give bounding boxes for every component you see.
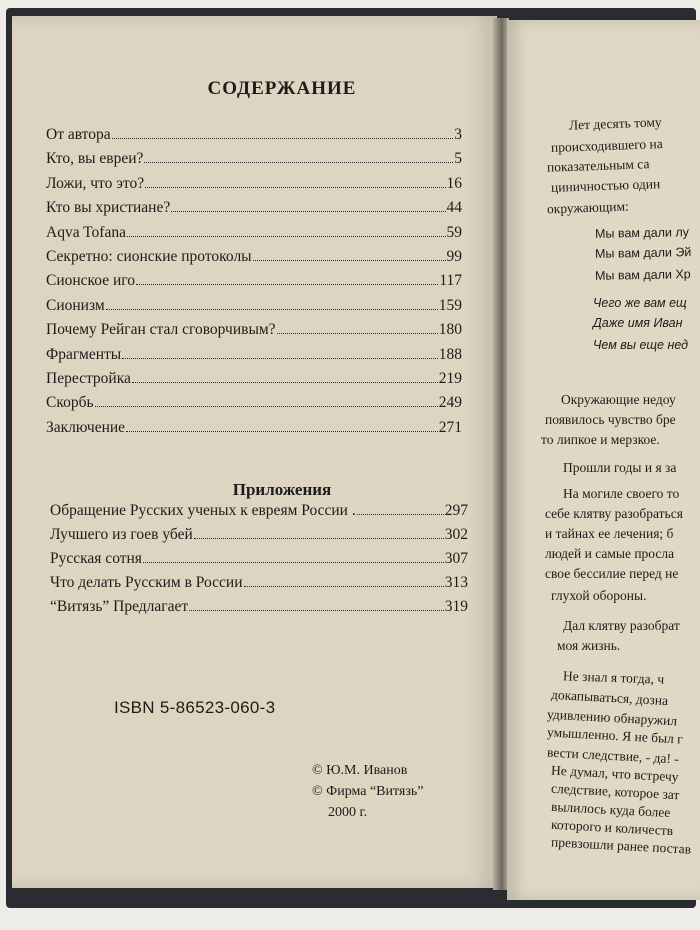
toc-entry — [46, 272, 462, 296]
text-line: происходившего на — [550, 136, 663, 155]
copyright-author: © Ю.М. Иванов — [312, 763, 408, 778]
toc-leader-dots — [171, 202, 445, 212]
toc-entry — [50, 550, 468, 574]
toc-entry-page: 297 — [444, 502, 468, 519]
left-page — [12, 16, 497, 888]
toc-entry — [46, 297, 462, 321]
toc-leader-dots — [244, 577, 444, 587]
text-line: Мы вам дали Хр — [594, 267, 691, 283]
toc-entry-label: Русская сотня — [50, 550, 142, 567]
toc-title: СОДЕРЖАНИЕ — [207, 78, 357, 99]
text-line: Мы вам дали лу — [594, 225, 690, 241]
toc-entry-label: Aqva Tofana — [46, 223, 126, 241]
appendix-list — [50, 502, 468, 622]
toc-leader-dots — [189, 601, 444, 611]
toc-entry — [46, 419, 462, 443]
text-line: умышленно. Я не был г — [546, 724, 684, 747]
toc-entry — [50, 526, 468, 550]
toc-entry-page: 307 — [444, 550, 468, 567]
text-line: Чем вы еще нед — [593, 338, 689, 352]
toc-leader-dots — [126, 421, 438, 431]
right-page — [507, 20, 700, 900]
text-line: Лет десять тому — [568, 114, 662, 133]
toc-entry-page: 249 — [438, 394, 462, 412]
toc-entry-page: 319 — [444, 598, 468, 615]
toc-entry-page: 117 — [439, 272, 462, 290]
text-line: себе клятву разобраться — [545, 506, 683, 521]
toc-entry-page: 99 — [446, 247, 462, 265]
toc-leader-dots — [132, 373, 438, 383]
toc-entry-page: 16 — [446, 174, 462, 192]
toc-entry-label: Сионское иго — [46, 272, 136, 290]
text-line: Прошли годы и я за — [563, 460, 677, 475]
text-line: появилось чувство бре — [545, 412, 676, 427]
text-line: Чего же вам ещ — [593, 296, 687, 310]
toc-entry-label: Что делать Русским в России — [50, 574, 243, 591]
toc-entry-label: Кто, вы евреи? — [46, 150, 144, 168]
toc-entry — [46, 346, 462, 370]
toc-entry-label: От автора — [46, 126, 111, 143]
toc-entry-page: 302 — [444, 526, 468, 543]
toc-leader-dots — [144, 153, 453, 163]
appendix-title: Приложения — [232, 480, 332, 499]
text-line: Мы вам дали Эй — [594, 245, 692, 261]
text-line: моя жизнь. — [557, 638, 621, 653]
toc-leader-dots — [143, 553, 444, 563]
text-line: удивлению обнаружил — [546, 706, 678, 729]
toc-entry — [46, 199, 462, 223]
toc-leader-dots — [122, 348, 438, 358]
text-line: Дал клятву разобрат — [563, 618, 680, 633]
toc-entry-label: Фрагменты — [46, 345, 122, 363]
toc-entry — [46, 175, 462, 199]
text-line: людей и самые просла — [545, 546, 675, 561]
toc-entry-label: Кто вы христиане? — [46, 199, 171, 217]
toc-leader-dots — [127, 226, 446, 236]
text-line: Окружающие недоу — [561, 392, 676, 407]
text-line: циничностью один — [550, 176, 661, 195]
toc-leader-dots — [194, 529, 444, 539]
toc-entry-page: 5 — [454, 150, 462, 168]
text-line: окружающим: — [546, 198, 630, 217]
toc-entry — [46, 321, 462, 345]
text-line: Даже имя Иван — [593, 316, 683, 330]
toc-leader-dots — [106, 299, 438, 309]
toc-entry — [46, 150, 462, 174]
toc-entry — [50, 598, 468, 622]
toc-entry-page: 159 — [438, 296, 462, 314]
toc-entry — [50, 574, 468, 598]
toc-leader-dots — [112, 129, 454, 139]
toc-entry — [46, 126, 462, 150]
toc-entry — [46, 394, 462, 418]
toc-entry-label: Секретно: сионские протоколы — [46, 247, 252, 265]
toc-entry-label: Лучшего из гоев убей — [50, 526, 193, 543]
toc-entry-label: Обращение Русских ученых к евреям России . — [50, 502, 356, 519]
toc-entry-label: Скорбь — [46, 394, 94, 412]
toc-entry-page: 59 — [446, 223, 462, 241]
text-line: глухой обороны. — [551, 588, 647, 603]
text-line: Не думал, что встречу — [550, 762, 679, 785]
toc-entry-page: 44 — [446, 199, 462, 217]
toc-entry-page: 271 — [438, 418, 462, 436]
text-line: следствие, которое зат — [550, 780, 680, 803]
toc-entry — [50, 502, 468, 526]
text-line: которого и количеств — [550, 816, 674, 839]
toc-entry-page: 180 — [438, 321, 462, 339]
copyright-publisher: © Фирма “Витязь” — [312, 784, 424, 799]
copyright-year: 2000 г. — [328, 805, 368, 820]
toc-leader-dots — [357, 505, 444, 515]
toc-entry-page: 3 — [454, 126, 462, 143]
toc-entry-page: 188 — [438, 345, 462, 363]
text-line: то липкое и мерзкое. — [541, 432, 660, 447]
isbn: ISBN 5-86523-060-3 — [114, 698, 276, 717]
toc-leader-dots — [277, 324, 438, 334]
toc-entry-label: Почему Рейган стал сговорчивым? — [46, 321, 276, 339]
text-line: На могиле своего то — [563, 486, 680, 501]
toc-entry-page: 313 — [444, 574, 468, 591]
toc-entry — [46, 370, 462, 394]
toc-entry — [46, 248, 462, 272]
text-line: превзошли ранее постав — [550, 834, 692, 857]
toc-entry — [46, 224, 462, 248]
toc-entry-label: Ложи, что это? — [46, 174, 145, 192]
toc-leader-dots — [95, 397, 438, 407]
text-line: Не знал я тогда, ч — [562, 668, 665, 687]
copyright-block — [312, 760, 424, 823]
toc-entry-label: Перестройка — [46, 369, 131, 387]
text-line: докапываться, дозна — [550, 686, 669, 709]
toc-leader-dots — [253, 251, 446, 261]
toc-entry-label: Сионизм — [46, 296, 105, 314]
toc-list — [46, 126, 462, 443]
text-line: свое бессилие перед не — [545, 566, 679, 581]
toc-entry-page: 219 — [438, 369, 462, 387]
text-line: и тайнах ее лечения; б — [545, 526, 674, 541]
text-line: показательным са — [546, 156, 650, 175]
toc-entry-label: Заключение — [46, 418, 126, 436]
text-line: вылилось куда более — [550, 798, 671, 821]
toc-entry-label: “Витязь” Предлагает — [50, 598, 189, 615]
toc-leader-dots — [136, 275, 438, 285]
text-line: вести следствие, - да! - — [546, 744, 680, 767]
toc-leader-dots — [145, 177, 445, 187]
